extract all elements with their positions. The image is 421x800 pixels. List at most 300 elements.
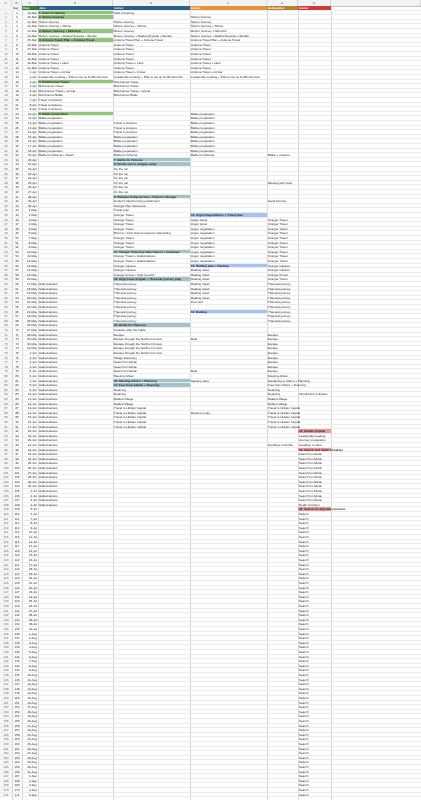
- table-cell[interactable]: 13-May: [26, 263, 37, 268]
- table-cell[interactable]: 154: [0, 714, 12, 718]
- table-cell[interactable]: [190, 346, 267, 350]
- table-cell[interactable]: 106: [0, 494, 12, 498]
- table-cell[interactable]: Escape: [268, 364, 279, 369]
- table-cell[interactable]: [38, 190, 113, 194]
- table-cell[interactable]: [298, 126, 331, 130]
- table-cell[interactable]: [267, 760, 298, 764]
- table-cell[interactable]: [267, 466, 298, 470]
- table-cell[interactable]: Search: [299, 525, 309, 530]
- table-cell[interactable]: Raiding travel: [191, 291, 210, 296]
- table-cell[interactable]: [267, 742, 298, 746]
- table-cell[interactable]: Ardoma Travel: [191, 47, 211, 52]
- table-cell[interactable]: Battle + Capture: [268, 153, 290, 158]
- table-cell[interactable]: 34: [0, 162, 12, 166]
- table-cell[interactable]: 15-May: [26, 272, 37, 277]
- table-cell[interactable]: 22: [0, 107, 12, 111]
- table-cell[interactable]: 29-Jul: [28, 617, 37, 622]
- table-cell[interactable]: Search: [299, 705, 309, 710]
- table-cell[interactable]: 15-Apr: [27, 134, 37, 139]
- table-cell[interactable]: Escape through the Northern Forest: [114, 346, 162, 351]
- table-cell[interactable]: 14: [0, 70, 12, 74]
- table-cell[interactable]: 10-Apr: [27, 111, 37, 116]
- table-cell[interactable]: 167: [0, 774, 12, 778]
- table-cell[interactable]: [190, 415, 267, 419]
- table-cell[interactable]: [190, 392, 267, 396]
- table-cell[interactable]: [113, 438, 190, 442]
- table-cell[interactable]: 29-May: [26, 337, 37, 342]
- table-cell[interactable]: 129: [0, 599, 12, 603]
- table-cell[interactable]: Raiding travel: [191, 286, 210, 291]
- table-cell[interactable]: [298, 57, 331, 61]
- table-cell[interactable]: [38, 576, 113, 580]
- table-cell[interactable]: [113, 655, 190, 659]
- table-cell[interactable]: [113, 494, 190, 498]
- table-cell[interactable]: 32: [15, 153, 19, 158]
- table-cell[interactable]: Ardoma Travel + Arrival: [191, 70, 223, 75]
- table-cell[interactable]: 79: [0, 369, 12, 373]
- table-cell[interactable]: 17-Jun: [27, 424, 37, 429]
- table-cell[interactable]: Battle preparation: [39, 144, 63, 148]
- table-cell[interactable]: 76: [15, 355, 19, 360]
- table-cell[interactable]: 163: [14, 755, 20, 760]
- table-cell[interactable]: [298, 379, 331, 383]
- table-cell[interactable]: Search for Adrian: [299, 479, 323, 484]
- table-cell[interactable]: [267, 126, 298, 130]
- table-cell[interactable]: 27-Mar: [27, 47, 37, 52]
- table-cell[interactable]: 53: [15, 249, 19, 254]
- table-cell[interactable]: Battle preparation: [191, 139, 215, 144]
- table-cell[interactable]: [38, 231, 113, 235]
- table-cell[interactable]: 83: [15, 387, 19, 392]
- table-cell[interactable]: Shrine Journey + Shrine: [39, 24, 72, 29]
- table-cell[interactable]: [267, 484, 298, 488]
- table-cell[interactable]: [298, 300, 331, 304]
- table-cell[interactable]: 4: [0, 24, 12, 28]
- table-cell[interactable]: [38, 213, 113, 217]
- table-cell[interactable]: 27-Jun: [27, 470, 37, 475]
- table-cell[interactable]: 101: [14, 470, 20, 475]
- table-cell[interactable]: Shrine Journey + Shrine: [114, 24, 147, 29]
- table-cell[interactable]: Roaming: [268, 392, 281, 397]
- table-cell[interactable]: Search: [299, 567, 309, 572]
- table-cell[interactable]: Raiding travel: [191, 268, 210, 273]
- table-cell[interactable]: [190, 438, 267, 442]
- table-cell[interactable]: 93: [15, 433, 19, 438]
- table-cell[interactable]: 3: [0, 20, 12, 24]
- table-cell[interactable]: 109: [14, 507, 20, 512]
- table-cell[interactable]: 4-Jun: [29, 364, 37, 369]
- table-cell[interactable]: Argon negotiation: [191, 249, 215, 254]
- table-cell[interactable]: 17-May: [26, 282, 37, 286]
- table-cell[interactable]: Shrine Journey + Shrine: [191, 24, 224, 29]
- table-cell[interactable]: Search: [299, 576, 309, 581]
- table-cell[interactable]: 136: [0, 632, 12, 636]
- table-cell[interactable]: [113, 618, 190, 622]
- table-cell[interactable]: 48: [15, 226, 19, 231]
- table-cell[interactable]: 8-May: [28, 240, 37, 245]
- table-cell[interactable]: 19-Mar: [27, 10, 37, 15]
- table-cell[interactable]: [267, 84, 298, 88]
- table-cell[interactable]: [190, 466, 267, 470]
- table-cell[interactable]: [298, 236, 331, 240]
- table-cell[interactable]: 1-Sep: [28, 774, 37, 779]
- table-cell[interactable]: Ulunger Travel: [268, 217, 288, 222]
- table-cell[interactable]: Hallucinations: [39, 456, 58, 461]
- table-cell[interactable]: Search: [299, 765, 309, 769]
- table-cell[interactable]: Battle preparation: [191, 116, 215, 121]
- table-cell[interactable]: [267, 576, 298, 580]
- header-cell-d[interactable]: Jane: [38, 6, 113, 10]
- table-cell[interactable]: [113, 632, 190, 636]
- table-cell[interactable]: 7-Apr: [29, 98, 37, 102]
- table-cell[interactable]: Escape through the Northern Forest: [114, 337, 162, 342]
- table-cell[interactable]: [298, 402, 331, 406]
- table-cell[interactable]: [190, 760, 267, 764]
- table-cell[interactable]: 1: [16, 10, 18, 15]
- table-cell[interactable]: [190, 581, 267, 585]
- table-cell[interactable]: Travel to Ardoma: [39, 107, 62, 112]
- table-cell[interactable]: 37: [0, 176, 12, 180]
- table-cell[interactable]: 33: [15, 157, 19, 162]
- table-cell[interactable]: 99: [15, 461, 19, 466]
- table-cell[interactable]: [38, 742, 113, 746]
- table-cell[interactable]: 105: [14, 489, 20, 493]
- table-cell[interactable]: 22: [15, 107, 19, 112]
- table-cell[interactable]: 7-May: [28, 236, 37, 240]
- table-cell[interactable]: [113, 15, 190, 19]
- table-cell[interactable]: [298, 388, 331, 392]
- table-cell[interactable]: Shrine Journey: [191, 19, 212, 24]
- table-cell[interactable]: 119: [14, 553, 20, 558]
- table-cell[interactable]: [190, 84, 267, 88]
- table-cell[interactable]: 13: [0, 66, 12, 70]
- table-cell[interactable]: Search: [299, 788, 309, 792]
- table-cell[interactable]: Thanoral journey: [268, 309, 291, 314]
- table-cell[interactable]: Return Journey + Raided Ryeside + Burials: [191, 33, 249, 38]
- table-cell[interactable]: 4-Jul: [30, 502, 37, 507]
- table-cell[interactable]: 126: [14, 585, 20, 590]
- table-cell[interactable]: [113, 756, 190, 760]
- table-cell[interactable]: 55: [0, 259, 12, 263]
- table-cell[interactable]: 88: [15, 410, 19, 415]
- table-cell[interactable]: [298, 360, 331, 364]
- table-cell[interactable]: 140: [0, 650, 12, 654]
- table-cell[interactable]: 9. Refugee Camp Arrival + Travel to Ulunger: [113, 195, 190, 199]
- table-cell[interactable]: Ardoma Travel: [114, 47, 134, 52]
- table-cell[interactable]: [267, 540, 298, 544]
- table-cell[interactable]: [190, 461, 267, 465]
- table-cell[interactable]: 92: [0, 429, 12, 433]
- table-cell[interactable]: 144: [0, 668, 12, 672]
- table-cell[interactable]: [190, 356, 267, 360]
- table-cell[interactable]: Hallucinations: [39, 318, 58, 323]
- table-cell[interactable]: Battle preparation: [39, 134, 63, 139]
- table-cell[interactable]: 19-May: [26, 291, 37, 296]
- table-cell[interactable]: [298, 254, 331, 258]
- table-cell[interactable]: [38, 737, 113, 741]
- table-cell[interactable]: Travel to Hidden Capital: [268, 406, 301, 411]
- table-cell[interactable]: Ulunger Travel: [114, 217, 134, 222]
- column-header-a[interactable]: A: [0, 0, 12, 6]
- table-cell[interactable]: 25-Jun: [27, 461, 37, 466]
- table-cell[interactable]: 140: [14, 650, 20, 654]
- table-cell[interactable]: [190, 388, 267, 392]
- table-cell[interactable]: 2-May: [28, 213, 37, 217]
- table-cell[interactable]: [113, 107, 190, 111]
- table-cell[interactable]: 15-Jun: [27, 415, 37, 420]
- table-cell[interactable]: 14-Aug: [27, 691, 37, 696]
- table-cell[interactable]: [38, 650, 113, 654]
- table-cell[interactable]: 106: [14, 493, 20, 498]
- table-cell[interactable]: Hallucinations: [39, 309, 58, 314]
- table-cell[interactable]: 20-Apr: [27, 157, 37, 162]
- table-cell[interactable]: [298, 47, 331, 51]
- table-cell[interactable]: [267, 783, 298, 787]
- table-cell[interactable]: 14. Raiding: [190, 310, 267, 314]
- table-cell[interactable]: [298, 107, 331, 111]
- table-cell[interactable]: [190, 765, 267, 769]
- table-cell[interactable]: [113, 641, 190, 645]
- table-cell[interactable]: [38, 530, 113, 534]
- table-cell[interactable]: 19: [15, 93, 19, 98]
- table-cell[interactable]: On the run: [114, 190, 129, 194]
- table-cell[interactable]: 5-Apr: [29, 88, 37, 93]
- table-cell[interactable]: 8-Jul: [30, 521, 37, 526]
- table-cell[interactable]: 58: [15, 272, 19, 277]
- table-cell[interactable]: [298, 213, 331, 217]
- table-cell[interactable]: 56: [15, 263, 19, 268]
- table-cell[interactable]: 162: [0, 751, 12, 755]
- table-cell[interactable]: [190, 498, 267, 502]
- table-cell[interactable]: [113, 475, 190, 479]
- table-cell[interactable]: 125: [14, 581, 20, 585]
- table-cell[interactable]: Ulunger Plan discussion: [114, 203, 147, 208]
- table-cell[interactable]: [113, 480, 190, 484]
- table-cell[interactable]: Search for Adrian: [114, 364, 138, 369]
- header-cell-h[interactable]: Ember: [298, 6, 331, 10]
- table-cell[interactable]: [113, 103, 190, 107]
- table-cell[interactable]: 26: [15, 125, 19, 130]
- table-cell[interactable]: Travel prep: [114, 208, 130, 213]
- table-cell[interactable]: [190, 558, 267, 562]
- table-cell[interactable]: Search: [299, 700, 309, 705]
- table-cell[interactable]: 30-Apr: [27, 203, 37, 208]
- table-cell[interactable]: Explaining to Adrien + Planning: [268, 378, 310, 383]
- table-cell[interactable]: 7. Battle for Ardoma: [113, 158, 190, 162]
- table-cell[interactable]: Hallucinations: [39, 305, 58, 309]
- table-cell[interactable]: 118: [14, 548, 20, 553]
- table-cell[interactable]: 98: [0, 457, 12, 461]
- table-cell[interactable]: 25-Aug: [27, 742, 37, 746]
- table-cell[interactable]: [190, 512, 267, 516]
- table-cell[interactable]: 17. Free from Adrien + Roaming: [113, 383, 190, 387]
- table-cell[interactable]: 131: [0, 609, 12, 613]
- table-cell[interactable]: [298, 199, 331, 203]
- table-cell[interactable]: Battle preparation: [191, 144, 215, 148]
- table-cell[interactable]: [298, 75, 331, 79]
- table-cell[interactable]: Argon negotiation: [191, 259, 215, 263]
- table-cell[interactable]: Search: [299, 673, 309, 677]
- table-cell[interactable]: 111: [14, 516, 20, 521]
- table-cell[interactable]: Battle for Ardoma + Death: [39, 153, 74, 158]
- table-cell[interactable]: Search: [299, 723, 309, 728]
- table-cell[interactable]: 50: [15, 236, 19, 240]
- table-cell[interactable]: Search for Adrian: [299, 498, 323, 503]
- table-cell[interactable]: Battle preparation: [39, 130, 63, 135]
- table-cell[interactable]: [267, 176, 298, 180]
- table-cell[interactable]: 160: [14, 742, 20, 746]
- table-cell[interactable]: Ulunger Capture: [268, 263, 291, 268]
- table-cell[interactable]: [190, 429, 267, 433]
- table-cell[interactable]: Shrine Journey: [39, 19, 60, 24]
- table-cell[interactable]: 79: [15, 369, 19, 374]
- table-cell[interactable]: Travel to Ardoma: [39, 102, 62, 107]
- table-cell[interactable]: 136: [14, 631, 20, 636]
- table-cell[interactable]: [298, 208, 331, 212]
- table-cell[interactable]: [190, 199, 267, 203]
- table-cell[interactable]: Travel to Hidden Capital: [268, 410, 301, 415]
- table-cell[interactable]: Search: [299, 548, 309, 553]
- table-cell[interactable]: 124: [14, 576, 20, 581]
- table-cell[interactable]: 144: [14, 668, 20, 673]
- table-cell[interactable]: Hand burning: [268, 199, 287, 204]
- table-cell[interactable]: 73: [0, 342, 12, 346]
- table-cell[interactable]: [298, 314, 331, 318]
- table-cell[interactable]: 10-Aug: [27, 673, 37, 677]
- table-cell[interactable]: 22-Jul: [28, 585, 37, 590]
- table-cell[interactable]: 128: [14, 594, 20, 599]
- table-cell[interactable]: Ardoma Travel + Arrival: [114, 70, 146, 75]
- table-cell[interactable]: [190, 599, 267, 603]
- table-cell[interactable]: Hallucinations: [39, 401, 58, 406]
- table-cell[interactable]: [298, 176, 331, 180]
- table-cell[interactable]: Hallucinations: [39, 355, 58, 360]
- table-cell[interactable]: 141: [0, 655, 12, 659]
- table-cell[interactable]: Meeting Adrien: [268, 374, 289, 378]
- table-cell[interactable]: 9-Aug: [28, 668, 37, 673]
- table-cell[interactable]: Thanoral journey: [268, 295, 291, 300]
- table-cell[interactable]: 64: [15, 300, 19, 305]
- table-cell[interactable]: 6-Jul: [30, 512, 37, 516]
- table-cell[interactable]: Travel to Ardoma: [114, 125, 137, 130]
- table-cell[interactable]: 19-Jun: [27, 433, 37, 438]
- table-cell[interactable]: Ulunger Travel + Hallucinations: [114, 259, 156, 263]
- table-cell[interactable]: [190, 374, 267, 378]
- table-cell[interactable]: 88: [0, 411, 12, 415]
- table-cell[interactable]: [267, 15, 298, 19]
- table-cell[interactable]: [298, 323, 331, 327]
- table-cell[interactable]: [190, 613, 267, 617]
- table-cell[interactable]: 87: [15, 406, 19, 411]
- table-cell[interactable]: Search: [299, 751, 309, 756]
- table-cell[interactable]: [267, 622, 298, 626]
- table-cell[interactable]: 21-May: [26, 300, 37, 305]
- table-cell[interactable]: Hallucinations: [39, 410, 58, 415]
- table-cell[interactable]: 84: [0, 392, 12, 396]
- table-cell[interactable]: [38, 747, 113, 751]
- table-cell[interactable]: 152: [14, 705, 20, 710]
- table-cell[interactable]: 134: [0, 622, 12, 626]
- table-cell[interactable]: [190, 530, 267, 534]
- table-cell[interactable]: [38, 714, 113, 718]
- table-cell[interactable]: 133: [0, 618, 12, 622]
- table-cell[interactable]: 11-Apr: [28, 116, 37, 121]
- table-cell[interactable]: 2. Shrine Journey: [38, 15, 113, 19]
- table-cell[interactable]: 24-Mar: [27, 33, 37, 38]
- table-cell[interactable]: [267, 517, 298, 521]
- table-cell[interactable]: 28-May: [26, 332, 37, 337]
- table-cell[interactable]: 30-Jul: [28, 622, 37, 627]
- table-cell[interactable]: 10-Jul: [28, 530, 37, 535]
- table-cell[interactable]: 145: [14, 673, 20, 677]
- table-cell[interactable]: 12-Aug: [27, 682, 37, 687]
- table-cell[interactable]: 57: [0, 268, 12, 272]
- table-cell[interactable]: [298, 70, 331, 74]
- table-cell[interactable]: 26-May: [26, 323, 37, 328]
- table-cell[interactable]: Hallucinations: [39, 282, 58, 286]
- table-cell[interactable]: 143: [0, 664, 12, 668]
- table-cell[interactable]: 3. Return Journey + Skirmish: [38, 29, 113, 33]
- table-cell[interactable]: [190, 11, 267, 15]
- table-cell[interactable]: Escape: [268, 341, 279, 346]
- table-cell[interactable]: Raid: [191, 369, 198, 374]
- header-cell-a[interactable]: [0, 6, 12, 10]
- table-cell[interactable]: 24-Jul: [28, 594, 37, 599]
- table-cell[interactable]: 7-Jun: [29, 378, 37, 383]
- table-cell[interactable]: [298, 93, 331, 97]
- table-cell[interactable]: [190, 420, 267, 424]
- table-cell[interactable]: [267, 558, 298, 562]
- table-cell[interactable]: 24-May: [26, 314, 37, 319]
- table-cell[interactable]: 118: [0, 549, 12, 553]
- table-cell[interactable]: [298, 250, 331, 254]
- table-cell[interactable]: [190, 517, 267, 521]
- table-cell[interactable]: [298, 305, 331, 309]
- table-cell[interactable]: Hallucinations: [39, 351, 58, 355]
- table-cell[interactable]: [267, 434, 298, 438]
- table-cell[interactable]: Roaming: [114, 387, 127, 392]
- table-cell[interactable]: [267, 172, 298, 176]
- table-cell[interactable]: 6-Aug: [28, 654, 37, 659]
- table-cell[interactable]: [113, 517, 190, 521]
- table-cell[interactable]: Introduction to Ember: [299, 392, 328, 397]
- table-cell[interactable]: [190, 696, 267, 700]
- table-cell[interactable]: Hallucinations: [39, 295, 58, 300]
- table-cell[interactable]: [298, 144, 331, 148]
- table-cell[interactable]: 16: [15, 79, 19, 84]
- table-cell[interactable]: [38, 185, 113, 189]
- table-cell[interactable]: [190, 632, 267, 636]
- table-cell[interactable]: 18: [0, 89, 12, 93]
- table-cell[interactable]: Search: [299, 755, 309, 760]
- table-cell[interactable]: 25: [0, 121, 12, 125]
- table-cell[interactable]: [113, 613, 190, 617]
- table-cell[interactable]: 42: [0, 199, 12, 203]
- table-cell[interactable]: [38, 765, 113, 769]
- table-cell[interactable]: 14-May: [26, 268, 37, 273]
- table-cell[interactable]: [190, 107, 267, 111]
- table-cell[interactable]: 14-Jul: [28, 548, 37, 553]
- table-cell[interactable]: 155: [14, 719, 20, 723]
- table-cell[interactable]: 15-Aug: [27, 696, 37, 700]
- table-cell[interactable]: 35: [0, 167, 12, 171]
- table-cell[interactable]: 101: [0, 471, 12, 475]
- table-cell[interactable]: [298, 139, 331, 143]
- table-cell[interactable]: 157: [0, 728, 12, 732]
- table-cell[interactable]: 93: [0, 434, 12, 438]
- table-cell[interactable]: Hallucinations: [39, 406, 58, 411]
- table-cell[interactable]: Leadership meeting + Plan to set up for Brimhorrow: [114, 75, 183, 79]
